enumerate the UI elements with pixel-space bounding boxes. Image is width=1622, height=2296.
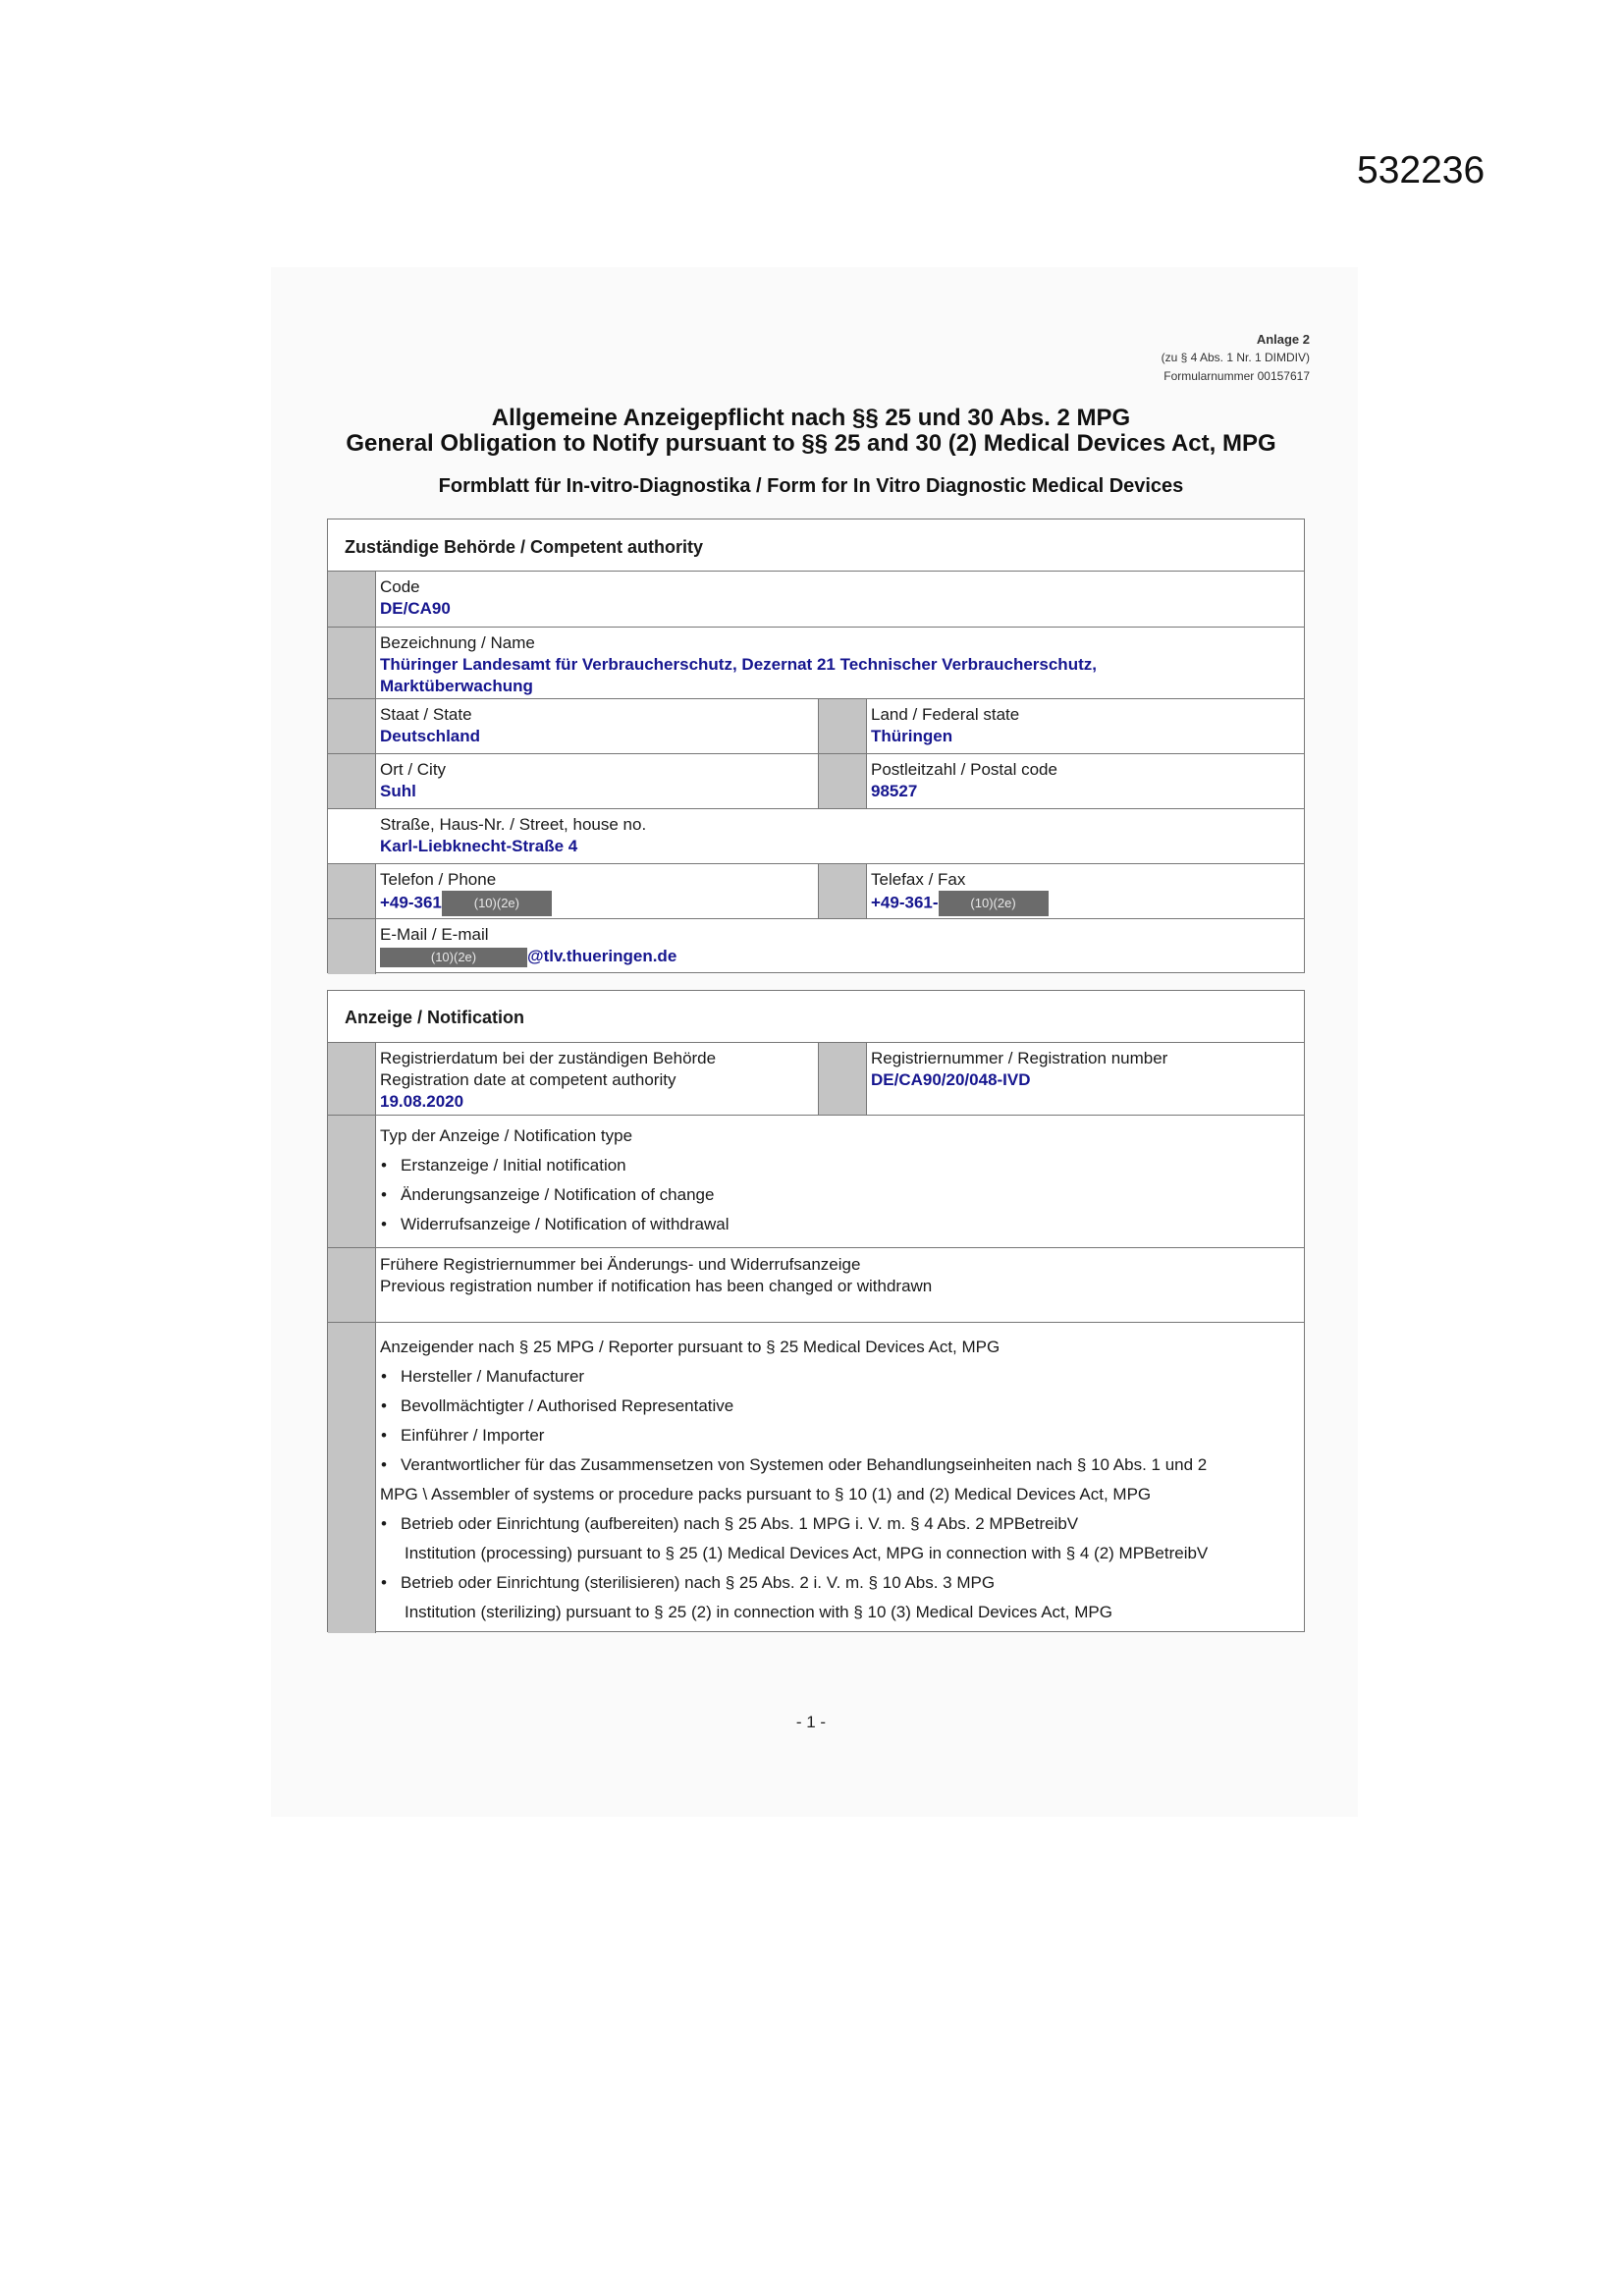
annex-reference: (zu § 4 Abs. 1 Nr. 1 DIMDIV) [1161,351,1310,364]
notification-type-row [328,1116,1304,1248]
registration-date-label-en: Registration date at competent authority [380,1070,676,1089]
name-value: Thüringer Landesamt für Verbraucherschutz, Dezernat 21 Technischer Verbraucherschutz, [380,655,1097,674]
reporter-row [328,1323,1304,1633]
email-domain: @tlv.thueringen.de [527,947,677,965]
authority-heading: Zuständige Behörde / Competent authority [328,519,1304,572]
page-number: - 1 - [795,1713,827,1731]
federal-state-value: Thüringen [871,727,953,745]
title-german: Allgemeine Anzeigepflicht nach §§ 25 und 30 Abs. 2 MPG [491,405,1131,431]
checkbox-column [819,864,867,918]
document-number: 532236 [1357,149,1486,191]
city-row [328,754,1304,809]
checkbox-column [819,1043,867,1115]
notification-type-item: • Änderungsanzeige / Notification of change [381,1185,715,1204]
reporter-item-continued: Institution (sterilizing) pursuant to § 25 (2) in connection with § 10 (3) Medical Devices Act, MPG [405,1603,1112,1621]
reporter-item: • Betrieb oder Einrichtung (sterilisieren) nach § 25 Abs. 2 i. V. m. § 10 Abs. 3 MPG [381,1573,996,1592]
checkbox-column [328,1043,376,1115]
checkbox-column [328,1116,376,1247]
registration-date-label: Registrierdatum bei der zuständigen Behörde [380,1049,717,1067]
checkbox-column [819,754,867,808]
fax-redaction: (10)(2e) [939,891,1049,916]
reporter-item-continued: Institution (processing) pursuant to § 25 (1) Medical Devices Act, MPG in connection with § 4 (2) MPBetreibV [405,1544,1209,1562]
notification-section [327,990,1305,1632]
annex-note [1162,330,1310,386]
state-label: Staat / State [380,705,472,724]
postal-code-label: Postleitzahl / Postal code [871,760,1057,779]
city-value: Suhl [380,782,416,800]
checkbox-column [328,1323,376,1633]
email-row [328,919,1304,974]
reporter-item: • Bevollmächtigter / Authorised Representative [381,1396,734,1415]
phone-prefix: +49-361 [380,893,442,912]
federal-state-label: Land / Federal state [871,705,1020,724]
reporter-item: • Hersteller / Manufacturer [381,1367,585,1386]
notification-heading: Anzeige / Notification [328,991,1304,1043]
form-subtitle: Formblatt für In-vitro-Diagnostika / Form for In Vitro Diagnostic Medical Devices [438,475,1184,497]
email-label: E-Mail / E-mail [380,925,489,944]
fax-label: Telefax / Fax [871,870,966,889]
city-label: Ort / City [380,760,447,779]
checkbox-column [328,754,376,808]
name-label: Bezeichnung / Name [380,633,535,652]
postal-code-value: 98527 [871,782,918,800]
checkbox-column [328,572,376,627]
state-row [328,699,1304,754]
form-number: Formularnummer 00157617 [1163,369,1310,383]
email-redaction: (10)(2e) [380,948,527,967]
name-row [328,628,1304,699]
reporter-item-continued: MPG \ Assembler of systems or procedure packs pursuant to § 10 (1) and (2) Medical Devices Act, MPG [380,1485,1152,1503]
phone-label: Telefon / Phone [380,870,497,889]
registration-number-value: DE/CA90/20/048-IVD [871,1070,1031,1089]
reporter-item: • Betrieb oder Einrichtung (aufbereiten) nach § 25 Abs. 1 MPG i. V. m. § 4 Abs. 2 MPBetreibV [381,1514,1079,1533]
checkbox-column [328,864,376,918]
annex-label: Anlage 2 [1256,332,1310,347]
email-value [380,946,676,967]
registration-row [328,1043,1304,1116]
phone-redaction: (10)(2e) [442,891,552,916]
fax-prefix: +49-361- [871,893,939,912]
previous-registration-label: Frühere Registriernummer bei Änderungs- und Widerrufsanzeige [380,1255,861,1274]
checkbox-column [328,1248,376,1322]
authority-section [327,519,1305,973]
reporter-item: • Einführer / Importer [381,1426,545,1445]
code-row [328,572,1304,628]
state-value: Deutschland [380,727,481,745]
reporter-item: • Verantwortlicher für das Zusammensetzen von Systemen oder Behandlungseinheiten nach § 10 Abs. 1 und 2 [381,1455,1208,1474]
registration-date-value: 19.08.2020 [380,1092,464,1111]
fax-value [871,891,1049,916]
registration-number-label: Registriernummer / Registration number [871,1049,1168,1067]
reporter-label: Anzeigender nach § 25 MPG / Reporter pursuant to § 25 Medical Devices Act, MPG [380,1338,1000,1356]
notification-type-item: • Erstanzeige / Initial notification [381,1156,626,1175]
street-value: Karl-Liebknecht-Straße 4 [380,837,578,855]
code-label: Code [380,577,420,596]
street-label: Straße, Haus-Nr. / Street, house no. [380,815,647,834]
code-value: DE/CA90 [380,599,451,618]
notification-type-label: Typ der Anzeige / Notification type [380,1126,633,1145]
name-value-continued: Marktüberwachung [380,677,533,695]
notification-type-item: • Widerrufsanzeige / Notification of withdrawal [381,1215,730,1233]
phone-value [380,891,552,916]
title-english: General Obligation to Notify pursuant to §§ 25 and 30 (2) Medical Devices Act, MPG [346,430,1276,457]
checkbox-column [328,628,376,698]
checkbox-column [819,699,867,753]
previous-registration-row [328,1248,1304,1323]
previous-registration-label-en: Previous registration number if notification has been changed or withdrawn [380,1277,933,1295]
checkbox-column [328,919,376,974]
phone-row [328,864,1304,919]
street-row [328,809,1304,864]
checkbox-column [328,699,376,753]
